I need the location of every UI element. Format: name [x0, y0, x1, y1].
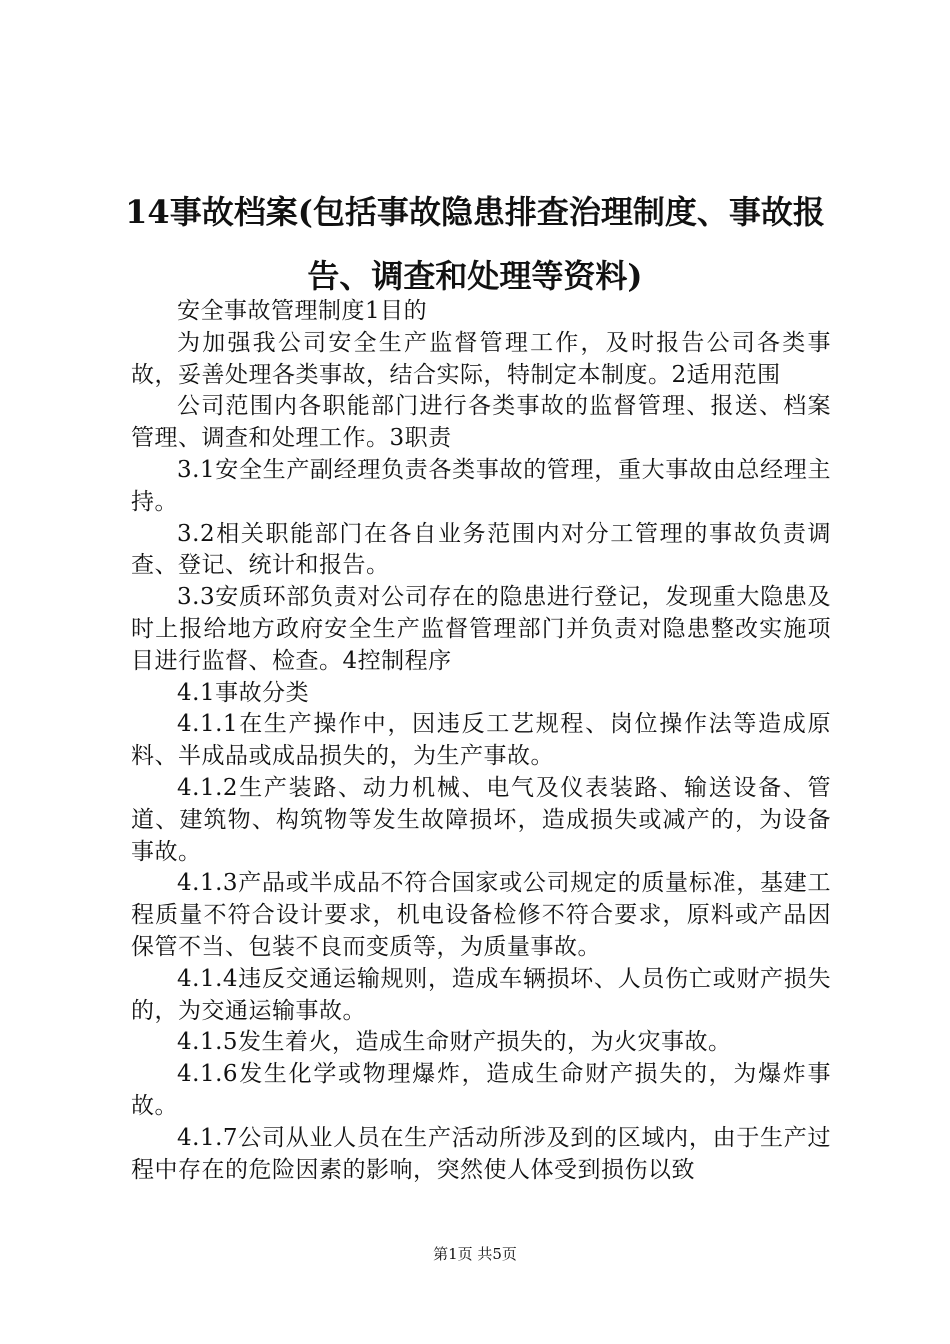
paragraph-3-2: 3.2相关职能部门在各自业务范围内对分工管理的事故负责调查、登记、统计和报告。 [131, 520, 831, 579]
paragraph-4-1-1: 4.1.1在生产操作中，因违反工艺规程、岗位操作法等造成原料、半成品或成品损失的，为生产事故。 [131, 711, 831, 770]
paragraph-4-1: 4.1事故分类 [177, 679, 310, 706]
document-title: 14事故档案(包括事故隐患排查治理制度、事故报告、调查和处理等资料) [125, 193, 825, 295]
paragraph-4-1-2: 4.1.2生产装路、动力机械、电气及仪表装路、输送设备、管道、建筑物、构筑物等发生故障损坏，造成损失或减产的，为设备事故。 [131, 774, 831, 865]
paragraph-4-1-3: 4.1.3产品或半成品不符合国家或公司规定的质量标准，基建工程质量不符合设计要求，机电设备检修不符合要求，原料或产品因保管不当、包装不良而变质等，为质量事故。 [131, 870, 831, 960]
paragraph-purpose: 为加强我公司安全生产监督管理工作，及时报告公司各类事故，妥善处理各类事故，结合实际，特制定本制度。2适用范围 [131, 329, 831, 388]
paragraph-section-1-heading: 安全事故管理制度1目的 [177, 298, 428, 324]
paragraph-3-3: 3.3安质环部负责对公司存在的隐患进行登记，发现重大隐患及时上报给地方政府安全生产监督管理部门并负责对隐患整改实施项目进行监督、检查。4控制程序 [131, 584, 831, 674]
paragraph-3-1: 3.1安全生产副经理负责各类事故的管理，重大事故由总经理主持。 [131, 456, 831, 515]
paragraph-4-1-4: 4.1.4违反交通运输规则，造成车辆损坏、人员伤亡或财产损失的，为交通运输事故。 [131, 965, 831, 1024]
paragraph-4-1-7: 4.1.7公司从业人员在生产活动所涉及到的区域内，由于生产过程中存在的危险因素的影响，突然使人体受到损伤以致 [131, 1124, 831, 1183]
page-footer: 第1页 共5页 [433, 1245, 517, 1263]
document-body [131, 296, 831, 1186]
paragraph-scope: 公司范围内各职能部门进行各类事故的监督管理、报送、档案管理、调查和处理工作。3职责 [131, 393, 831, 452]
paragraph-4-1-6: 4.1.6发生化学或物理爆炸，造成生命财产损失的，为爆炸事故。 [131, 1061, 831, 1119]
paragraph-4-1-5: 4.1.5发生着火，造成生命财产损失的，为火灾事故。 [177, 1029, 732, 1056]
